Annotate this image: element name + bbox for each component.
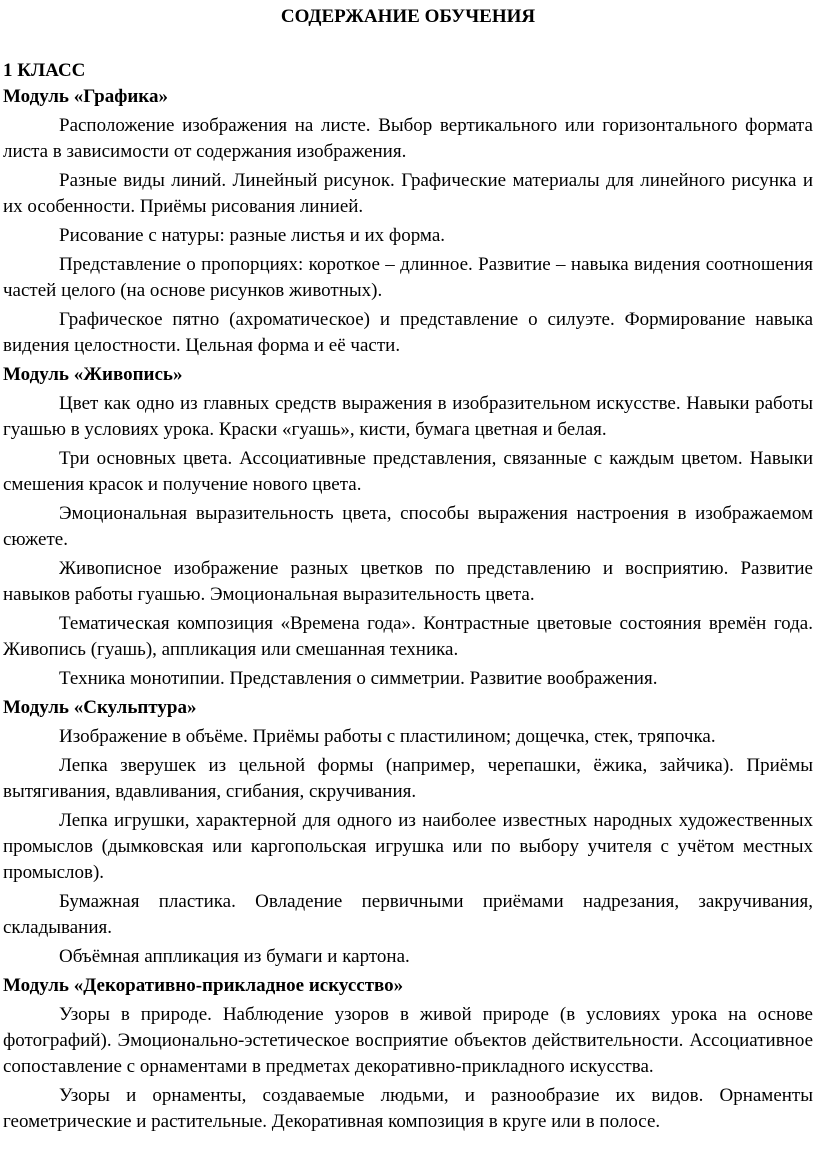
paragraph: Рисование с натуры: разные листья и их форма. (59, 225, 446, 246)
paragraph: Лепка зверушек из цельной формы (например, черепашки, ёжика, зайчика). Приёмы вытягивания, вдавливания, сгибания, скручивания. (3, 755, 813, 802)
paragraph: Тематическая композиция «Времена года». Контрастные цветовые состояния времён года. Живопись (гуашь), аппликация или смешанная техника. (3, 613, 813, 660)
grade-heading: 1 КЛАСС (3, 60, 86, 81)
paragraph: Узоры и орнаменты, создаваемые людьми, и разнообразие их видов. Орнаменты геометрические и растительные. Декоративная композиция в круге или в полосе. (3, 1085, 813, 1132)
paragraph: Разные виды линий. Линейный рисунок. Графические материалы для линейного рисунка и их особенности. Приёмы рисования линией. (3, 170, 813, 217)
paragraph: Изображение в объёме. Приёмы работы с пластилином; дощечка, стек, тряпочка. (59, 726, 716, 747)
paragraph: Расположение изображения на листе. Выбор вертикального или горизонтального формата листа в зависимости от содержания изображения. (3, 115, 813, 162)
paragraph: Живописное изображение разных цветков по представлению и восприятию. Развитие навыков работы гуашью. Эмоциональная выразительность цвета. (3, 558, 813, 605)
paragraph: Объёмная аппликация из бумаги и картона. (59, 946, 410, 967)
module-painting (3, 362, 813, 692)
module-graphics (3, 84, 813, 359)
module-decorative-arts (3, 973, 813, 1135)
paragraph: Бумажная пластика. Овладение первичными приёмами надрезания, закручивания, складывания. (3, 891, 813, 938)
module-heading: Модуль «Декоративно-прикладное искусство» (3, 975, 404, 996)
paragraph: Техника монотипии. Представления о симметрии. Развитие воображения. (59, 668, 658, 689)
paragraph: Узоры в природе. Наблюдение узоров в живой природе (в условиях урока на основе фотографий). Эмоционально-эстетическое восприятие объектов действительности. Ассоциативное сопоставление с орнаментами в предметах декоративно-прикладного искусства. (3, 1004, 813, 1077)
module-heading: Модуль «Живопись» (3, 364, 183, 385)
paragraph: Три основных цвета. Ассоциативные представления, связанные с каждым цветом. Навыки смешения красок и получение нового цвета. (3, 448, 813, 495)
paragraph: Эмоциональная выразительность цвета, способы выражения настроения в изображаемом сюжете. (3, 503, 813, 550)
paragraph: Цвет как одно из главных средств выражения в изобразительном искусстве. Навыки работы гуашью в условиях урока. Краски «гуашь», кисти, бумага цветная и белая. (3, 393, 813, 440)
document-title: СОДЕРЖАНИЕ ОБУЧЕНИЯ (280, 6, 536, 27)
module-sculpture (3, 695, 813, 970)
paragraph: Графическое пятно (ахроматическое) и представление о силуэте. Формирование навыка видения целостности. Цельная форма и её части. (3, 309, 813, 356)
module-heading: Модуль «Графика» (3, 86, 168, 107)
paragraph: Лепка игрушки, характерной для одного из наиболее известных народных художественных промыслов (дымковская или каргопольская игрушка или по выбору учителя с учётом местных промыслов). (3, 810, 813, 883)
module-heading: Модуль «Скульптура» (3, 697, 197, 718)
paragraph: Представление о пропорциях: короткое – длинное. Развитие – навыка видения соотношения частей целого (на основе рисунков животных). (3, 254, 813, 301)
